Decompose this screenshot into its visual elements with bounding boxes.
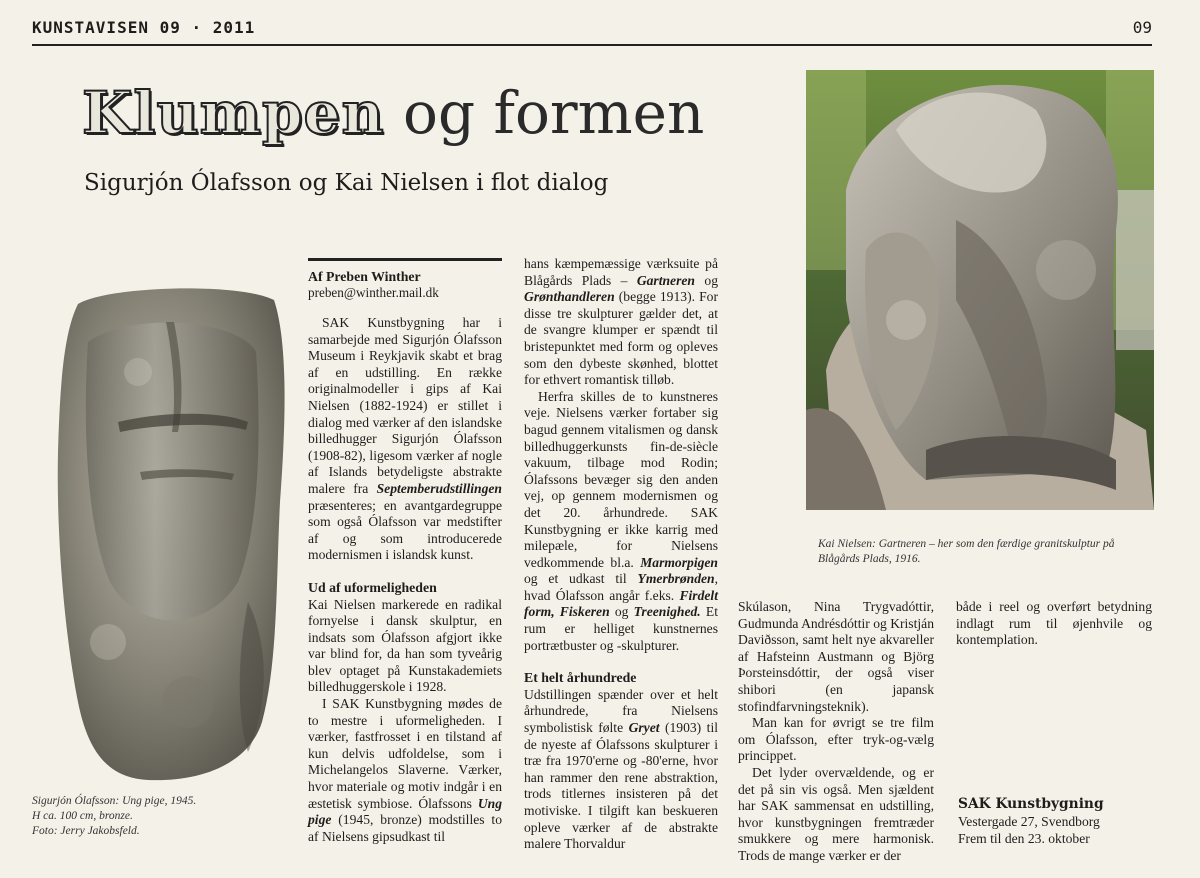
exhibition-dates: Frem til den 23. oktober <box>958 831 1090 846</box>
text-run-emphasis: Gryet <box>628 720 660 736</box>
text-run-emphasis: Marmorpigen <box>640 554 718 570</box>
section-heading: Et helt århundrede <box>524 670 637 686</box>
text-run-emphasis: Ung pige <box>308 795 502 828</box>
text-run-emphasis: Septemberudstillingen <box>376 480 502 496</box>
paragraph: Skúlason, Nina Trygvadóttir, Gudmunda Andrésdóttir og Kristján Daviðsson, samt helt nye akvareller af Hafsteinn Austmann og Björg Þorsteinsdóttir, der også viser shibori (en japansk stofindfarvningsteknik). <box>738 599 934 714</box>
text-run: (begge 1913). For disse tre skulpturer gælder det, at de svangre klumper er spændt til bristepunktet med form og opleves som den dybeste skønhed, blottet for ethvert romantisk tilløb. <box>524 289 718 388</box>
photo-gartneren-sculpture <box>806 70 1154 510</box>
text-run: og <box>609 604 634 620</box>
paragraph: Man kan for øvrigt se tre film om Ólafsson, efter tryk-og-vælg princippet. <box>738 715 934 764</box>
article-column-4 <box>956 599 1152 649</box>
text-run: Herfra skilles de to kunstneres veje. Nielsens værker fortaber sig bagud gennem vitalismen og dansk billedhuggerkunsts fin-de-siècle vakuum, tilbage mod Rodin; Ólafssons bevæger sig den anden vej, op gennem modernismen og det 20. århundrede. SAK Kunstbygning er ikke karrig med milepæle, for Nielsens vedkommende bl.a. <box>524 388 718 570</box>
text-run: og et udkast til <box>524 571 638 587</box>
text-run-emphasis: Firdelt form, Fiskeren <box>524 587 718 620</box>
caption-line: Foto: Jerry Jakobsfeld. <box>32 825 140 837</box>
article-column-3 <box>738 599 934 865</box>
sculpture-photo-ung-pige <box>48 282 292 786</box>
text-run: præsenteres; en avantgardegruppe som også Ólafsson var medstifter af og som introducerede modernismen i islandsk kunst. <box>308 497 502 563</box>
page-number: 09 <box>1132 18 1152 37</box>
text-run-emphasis: Ymerbrønden <box>637 571 715 587</box>
caption-line: Sigurjón Ólafsson: Ung pige, 1945. <box>32 795 197 807</box>
text-run-emphasis: Gartneren <box>636 272 695 288</box>
paragraph <box>524 256 718 389</box>
byline-rule <box>308 258 502 261</box>
exhibition-info-box <box>958 796 1154 847</box>
headline <box>82 79 705 147</box>
byline: Af Preben Winther <box>308 269 421 284</box>
paragraph: både i reel og overført betydning indlagt rum til øjenhvile og kontemplation. <box>956 599 1152 648</box>
paragraph: Det lyder overvældende, og er det på sin vis også. Men sjældent har SAK sammensat en udstilling, hvor kunstbygningen fremtræder smukkere og mere harmonisk. Trods de mange værker er der <box>738 764 934 863</box>
headline-bold: Klumpen <box>82 79 385 147</box>
right-photo-caption: Kai Nielsen: Gartneren – her som den færdige granitskulptur på Blågårds Plads, 1916. <box>818 538 1115 565</box>
paragraph <box>308 315 502 564</box>
page-header <box>32 18 1152 40</box>
publication-name: KUNSTAVISEN 09 · 2011 <box>32 18 256 37</box>
caption-line: H ca. 100 cm, bronze. <box>32 810 133 822</box>
paragraph: Kai Nielsen markerede en radikal fornyelse i dansk skulptur, en indsats som Ólafsson afgjort ikke var blind for, da han som tyveårig blev optaget på Kunstakademiets billedhuggerskole i 1928. <box>308 596 502 695</box>
text-run: (1945, bronze) modstilles to af Nielsens gipsudkast til <box>308 812 502 844</box>
text-run-emphasis: Treenighed. <box>633 604 701 620</box>
article-column-1 <box>308 258 502 845</box>
header-rule <box>32 44 1152 46</box>
left-photo-caption <box>32 794 252 839</box>
text-run: , hvad Ólafsson angår f.eks. <box>524 571 718 603</box>
text-run-emphasis: Grønthandleren <box>524 289 615 305</box>
venue-address: Vestergade 27, Svendborg <box>958 814 1100 829</box>
text-run: I SAK Kunstbygning mødes de to mestre i uformeligheden. I værker, fastfrosset i en tilstand af kun delvis udfoldelse, som i Michelangelos Slaverne. Værker, hvor materiale og motiv indgår i en æstetisk symbiose. Ólafssons <box>308 696 502 811</box>
text-run: og <box>694 272 718 288</box>
paragraph <box>308 696 502 845</box>
text-run: Et rum er helliget kunstnernes portrætbuster og -skulpturer. <box>524 604 718 653</box>
paragraph <box>524 687 718 853</box>
author-email: preben@winther.mail.dk <box>308 285 439 300</box>
section-heading: Ud af uformeligheden <box>308 579 437 595</box>
text-run: SAK Kunstbygning har i samarbejde med Sigurjón Ólafsson Museum i Reykjavik skabt et brag af en udstilling. En række originalmodeller i gips af Kai Nielsen (1882-1924) er stillet i dialog med værker af den islandske billedhugger Sigurjón Ólafsson (1908-82), ligesom værker af nogle af Islands betydeligste abstrakte malere fra <box>308 315 502 496</box>
headline-rest: og formen <box>384 79 705 147</box>
venue-name: SAK Kunstbygning <box>958 796 1104 812</box>
text-run: (1903) til de nyeste af Ólafssons skulpturer i træ fra 1970'erne og -80'erne, hvor han rammer den rene abstraktion, trods titlernes insisteren på det motiviske. I tilgift kan beskueren opleve værker af de abstrakte malere Thorvaldur <box>524 720 718 852</box>
subheadline: Sigurjón Ólafsson og Kai Nielsen i flot dialog <box>84 170 609 196</box>
text-run: hans kæmpemæssige værksuite på Blågårds Plads – <box>524 256 718 288</box>
article-column-2 <box>524 256 718 853</box>
text-run: Udstillingen spænder over et helt århundrede, fra Nielsens symbolistisk følte <box>524 686 718 736</box>
paragraph <box>524 389 718 655</box>
